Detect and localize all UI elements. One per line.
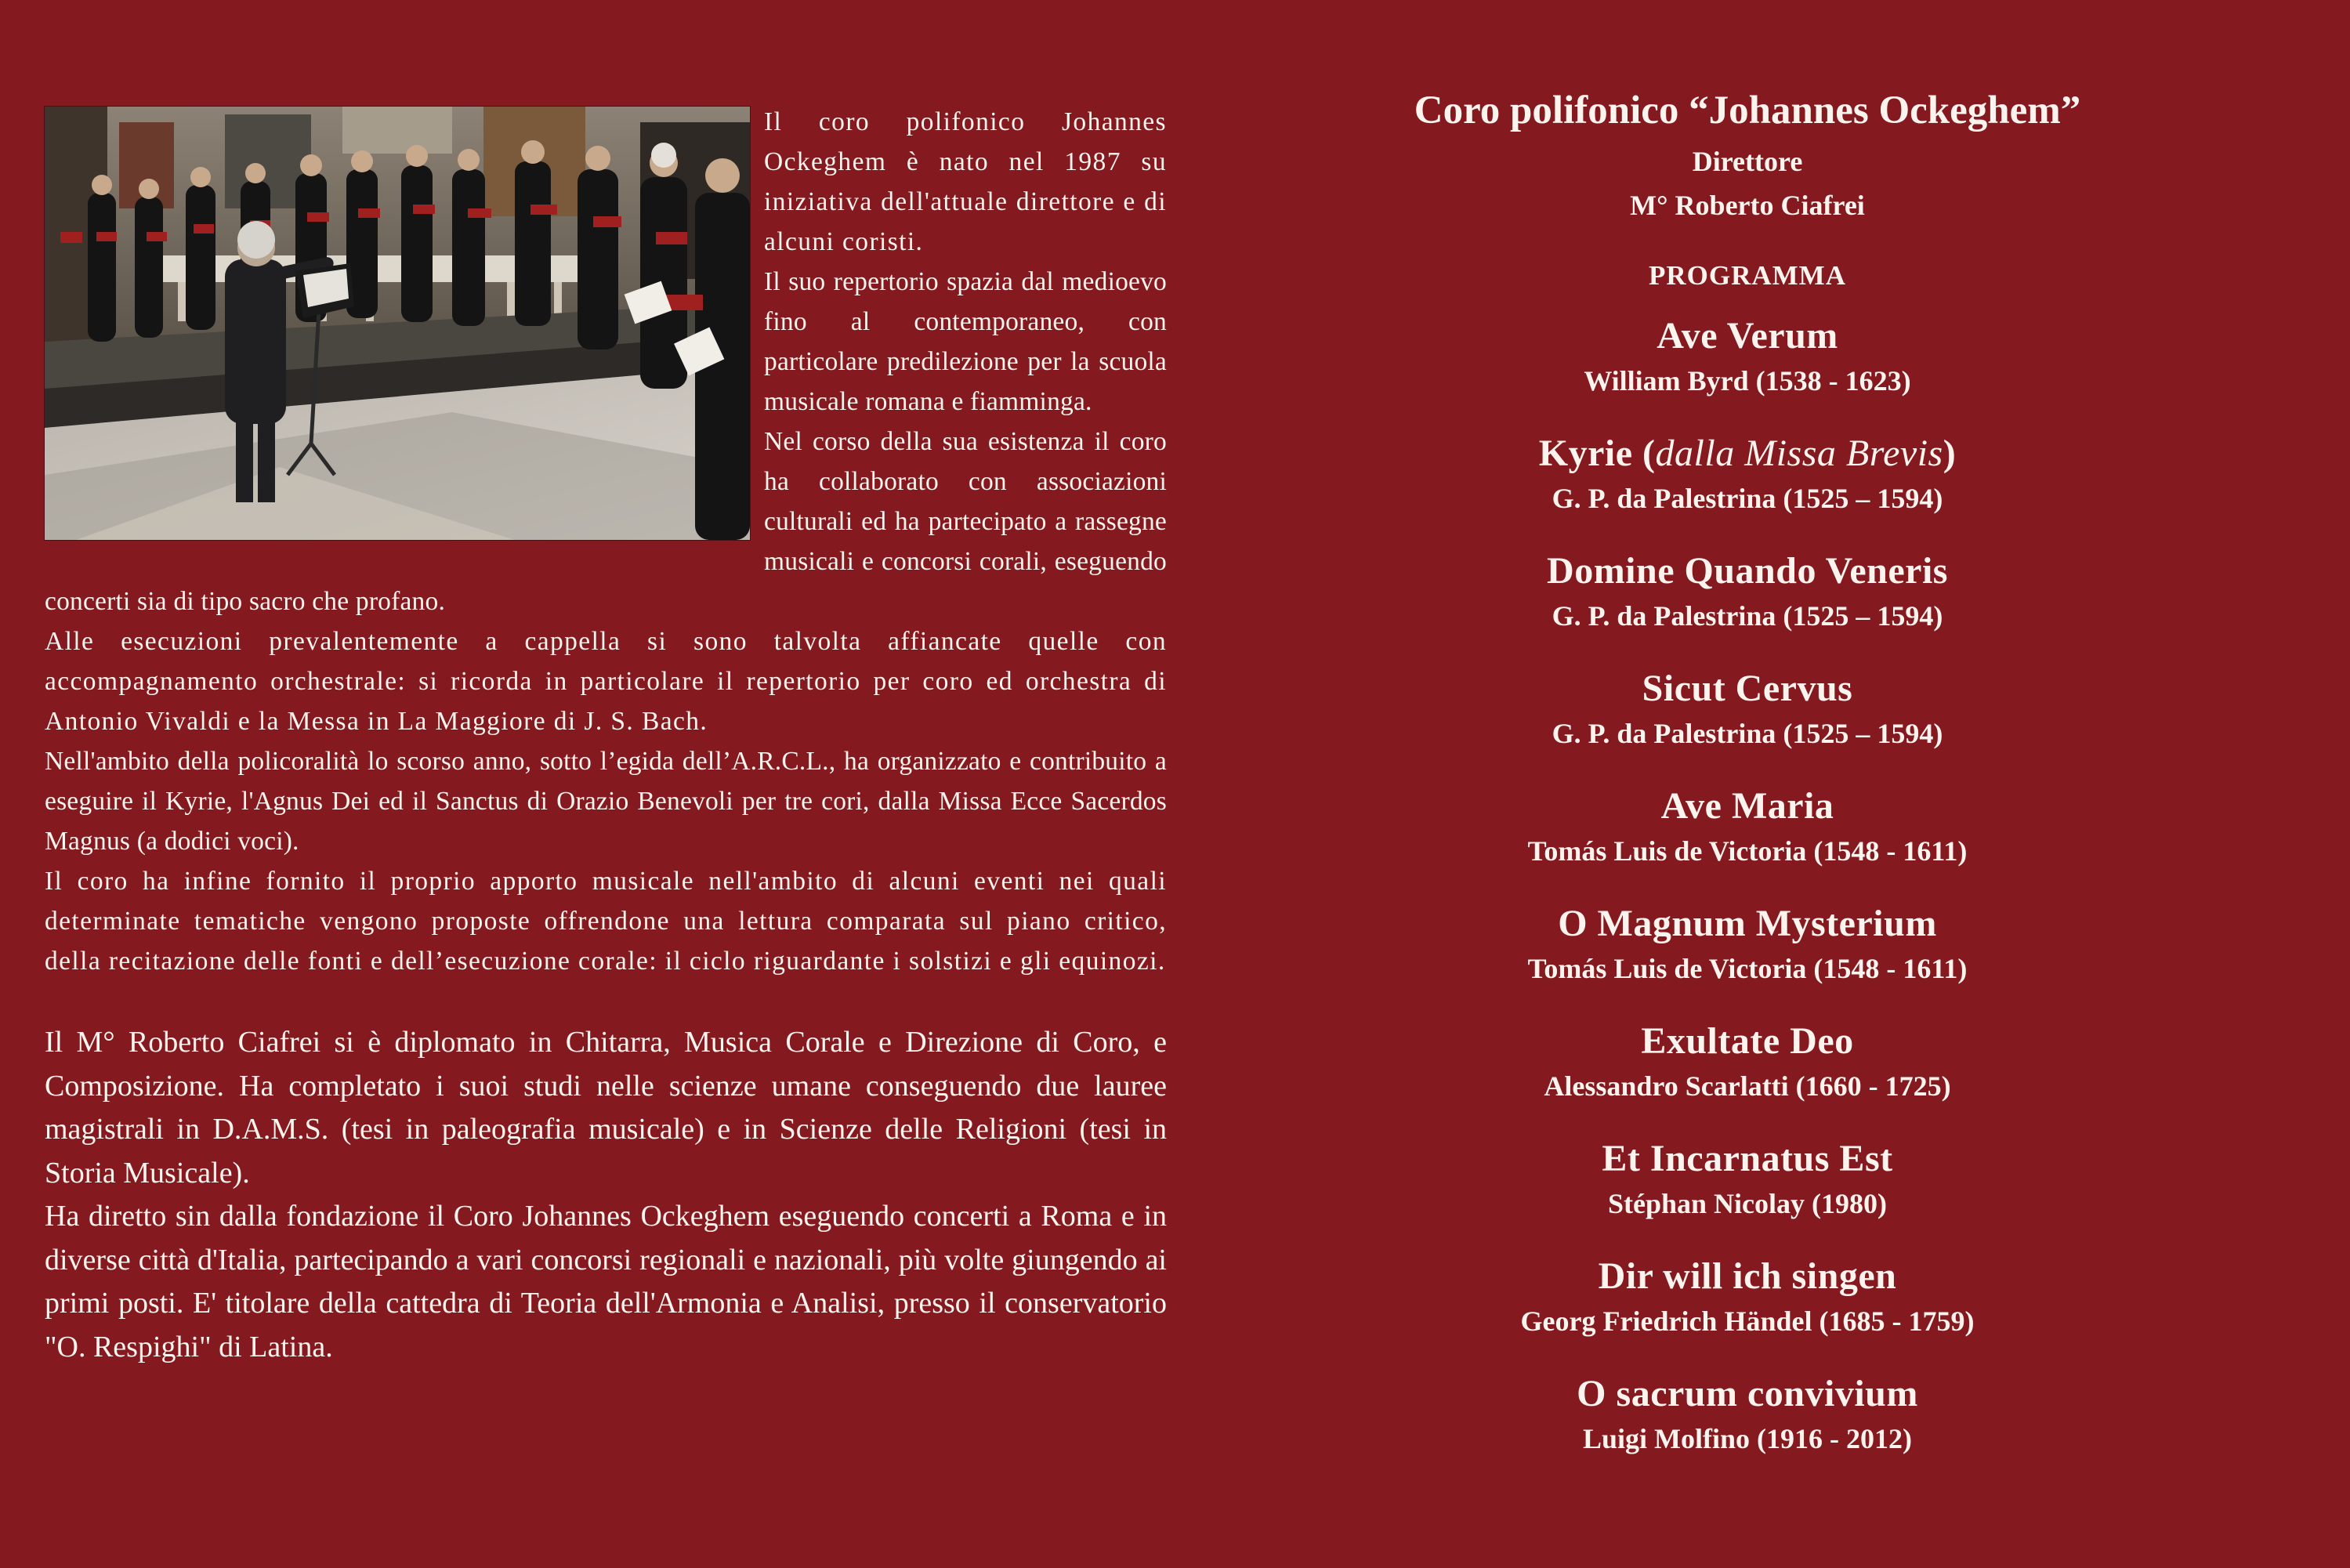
program-item <box>1269 429 2225 547</box>
piece-composer: William Byrd (1538 - 1623) <box>1584 365 1911 397</box>
piece-title: O Magnum Mysterium <box>1558 903 1937 944</box>
choir-activity-paragraph: Nel corso della sua esistenza il coro ha collaborato con associazioni culturali ed ha partecipato a rassegne musicali e concorsi corali, eseguendo concerti sia di tipo sacro che profano. <box>45 427 1167 616</box>
program-heading: PROGRAMMA <box>1648 260 1846 291</box>
program-list <box>1269 312 2225 1487</box>
program-item <box>1269 312 2225 429</box>
program-item <box>1269 1135 2225 1252</box>
choir-intro-paragraph: Il coro polifonico Johannes Ockeghem è nato nel 1987 su iniziativa dell'attuale direttore e di alcuni coristi. <box>764 107 1167 256</box>
program-item <box>1269 782 2225 900</box>
piece-composer: Stéphan Nicolay (1980) <box>1607 1188 1887 1219</box>
piece-title: Sicut Cervus <box>1642 668 1853 709</box>
piece-title: O sacrum convivium <box>1577 1373 1918 1414</box>
piece-composer: G. P. da Palestrina (1525 – 1594) <box>1552 600 1943 632</box>
program-item <box>1269 1370 2225 1487</box>
piece-composer: Georg Friedrich Händel (1685 - 1759) <box>1520 1305 1975 1337</box>
piece-composer: G. P. da Palestrina (1525 – 1594) <box>1552 483 1943 514</box>
choir-photo <box>45 107 750 540</box>
piece-composer: Tomás Luis de Victoria (1548 - 1611) <box>1527 835 1968 867</box>
piece-composer: Alessandro Scarlatti (1660 - 1725) <box>1544 1070 1951 1102</box>
piece-title: Exultate Deo <box>1641 1020 1854 1062</box>
piece-title: Domine Quando Veneris <box>1547 550 1948 592</box>
director-bio <box>45 1021 1167 1369</box>
piece-title: Ave Maria <box>1660 785 1834 827</box>
choir-events-paragraph: Il coro ha infine fornito il proprio apporto musicale nell'ambito di alcuni eventi nei quali determinate tematiche vengono proposte offrendone una lettura comparata sul piano critico, della recitazione delle fonti e dell’esecuzione corale: il ciclo riguardante i solstizi e gli equinozi. <box>45 867 1167 976</box>
piece-composer: Luigi Molfino (1916 - 2012) <box>1583 1423 1912 1454</box>
piece-title: Et Incarnatus Est <box>1602 1138 1893 1179</box>
choir-repertoire-paragraph: Il suo repertorio spazia dal medioevo fino al contemporaneo, con particolare predilezione per la scuola musicale romana e fiamminga. <box>764 267 1167 416</box>
program-item <box>1269 1252 2225 1370</box>
director-bio-paragraph-2: Ha diretto sin dalla fondazione il Coro Johannes Ockeghem eseguendo concerti a Roma e in diverse città d'Italia, partecipando a vari concorsi regionali e nazionali, più volte giungendo ai primi posti. E' titolare della cattedra di Teoria dell'Armonia e Analisi, presso il conservatorio "O. Respighi" di Latina. <box>45 1200 1167 1363</box>
program-item <box>1269 900 2225 1017</box>
program-item <box>1269 1017 2225 1135</box>
choir-policoralita-paragraph: Nell'ambito della policoralità lo scorso anno, sotto l’egida dell’A.R.C.L., ha organizzato e contribuito a eseguire il Kyrie, l'Agnus Dei ed il Sanctus di Orazio Benevoli per tre cori, dalla Missa Ecce Sacerdos Magnus (a dodici voci). <box>45 747 1167 856</box>
director-label: Direttore <box>1692 146 1803 177</box>
piece-composer: Tomás Luis de Victoria (1548 - 1611) <box>1527 953 1968 984</box>
piece-composer: G. P. da Palestrina (1525 – 1594) <box>1552 718 1943 749</box>
piece-title: Dir will ich singen <box>1598 1255 1897 1297</box>
piece-title: Kyrie (dalla Missa Brevis) <box>1538 433 1957 474</box>
director-name: M° Roberto Ciafrei <box>1630 190 1865 221</box>
choir-photo-illustration <box>45 107 750 540</box>
right-panel <box>1269 85 2225 1487</box>
director-bio-paragraph-1: Il M° Roberto Ciafrei si è diplomato in Chitarra, Musica Corale e Direzione di Coro, e Composizione. Ha completato i suoi studi nelle scienze umane conseguendo due lauree magistrali in D.A.M.S. (tesi in paleografia musicale) e in Scienze delle Religioni (tesi in Storia Musicale). <box>45 1026 1167 1190</box>
program-item <box>1269 664 2225 782</box>
program-item <box>1269 547 2225 664</box>
choir-orchestral-paragraph: Alle esecuzioni prevalentemente a cappella si sono talvolta affiancate quelle con accompagnamento orchestrale: si ricorda in particolare il repertorio per coro ed orchestra di Antonio Vivaldi e la Messa in La Maggiore di J. S. Bach. <box>45 627 1167 736</box>
piece-title: Ave Verum <box>1657 315 1838 357</box>
choir-title: Coro polifonico “Johannes Ockeghem” <box>1414 89 2081 132</box>
piece-subtitle: dalla Missa Brevis <box>1655 433 1943 474</box>
left-panel <box>45 102 1167 1369</box>
